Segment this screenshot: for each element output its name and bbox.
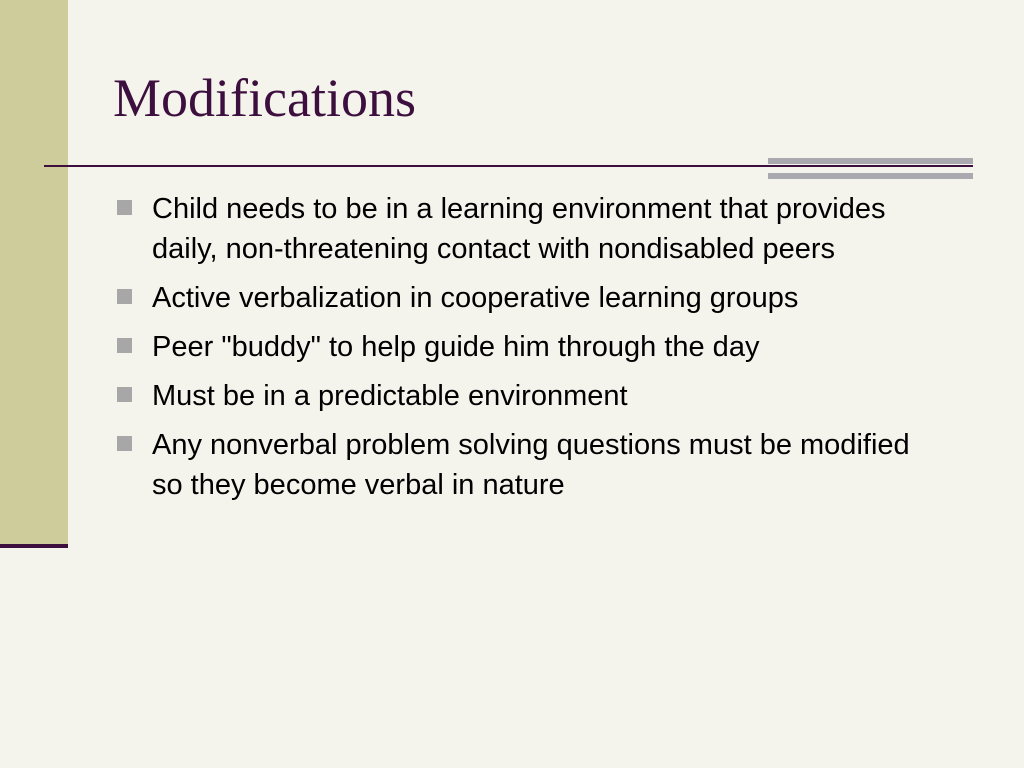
bullet-text: Child needs to be in a learning environment that provides daily, non-threatening contact with nondisabled peers [152, 193, 886, 265]
bullet-text: Any nonverbal problem solving questions must be modified so they become verbal in nature [152, 429, 910, 501]
bullet-text: Peer "buddy" to help guide him through the day [152, 331, 760, 363]
bullet-item [112, 376, 942, 416]
title-underline-rule [44, 165, 973, 167]
square-bullet-icon [117, 436, 132, 451]
bullet-item [112, 425, 942, 505]
bullet-text: Active verbalization in cooperative learning groups [152, 282, 799, 314]
left-bar-bottom-rule [0, 544, 68, 548]
accent-bar-top [768, 158, 973, 164]
bullet-list [112, 189, 942, 514]
square-bullet-icon [117, 387, 132, 402]
square-bullet-icon [117, 338, 132, 353]
bullet-item [112, 327, 942, 367]
square-bullet-icon [117, 200, 132, 215]
left-decorative-bar [0, 0, 68, 544]
bullet-item [112, 278, 942, 318]
accent-bar-bottom [768, 173, 973, 179]
slide-title: Modifications [113, 68, 416, 128]
bullet-item [112, 189, 942, 269]
bullet-text: Must be in a predictable environment [152, 380, 628, 412]
square-bullet-icon [117, 289, 132, 304]
